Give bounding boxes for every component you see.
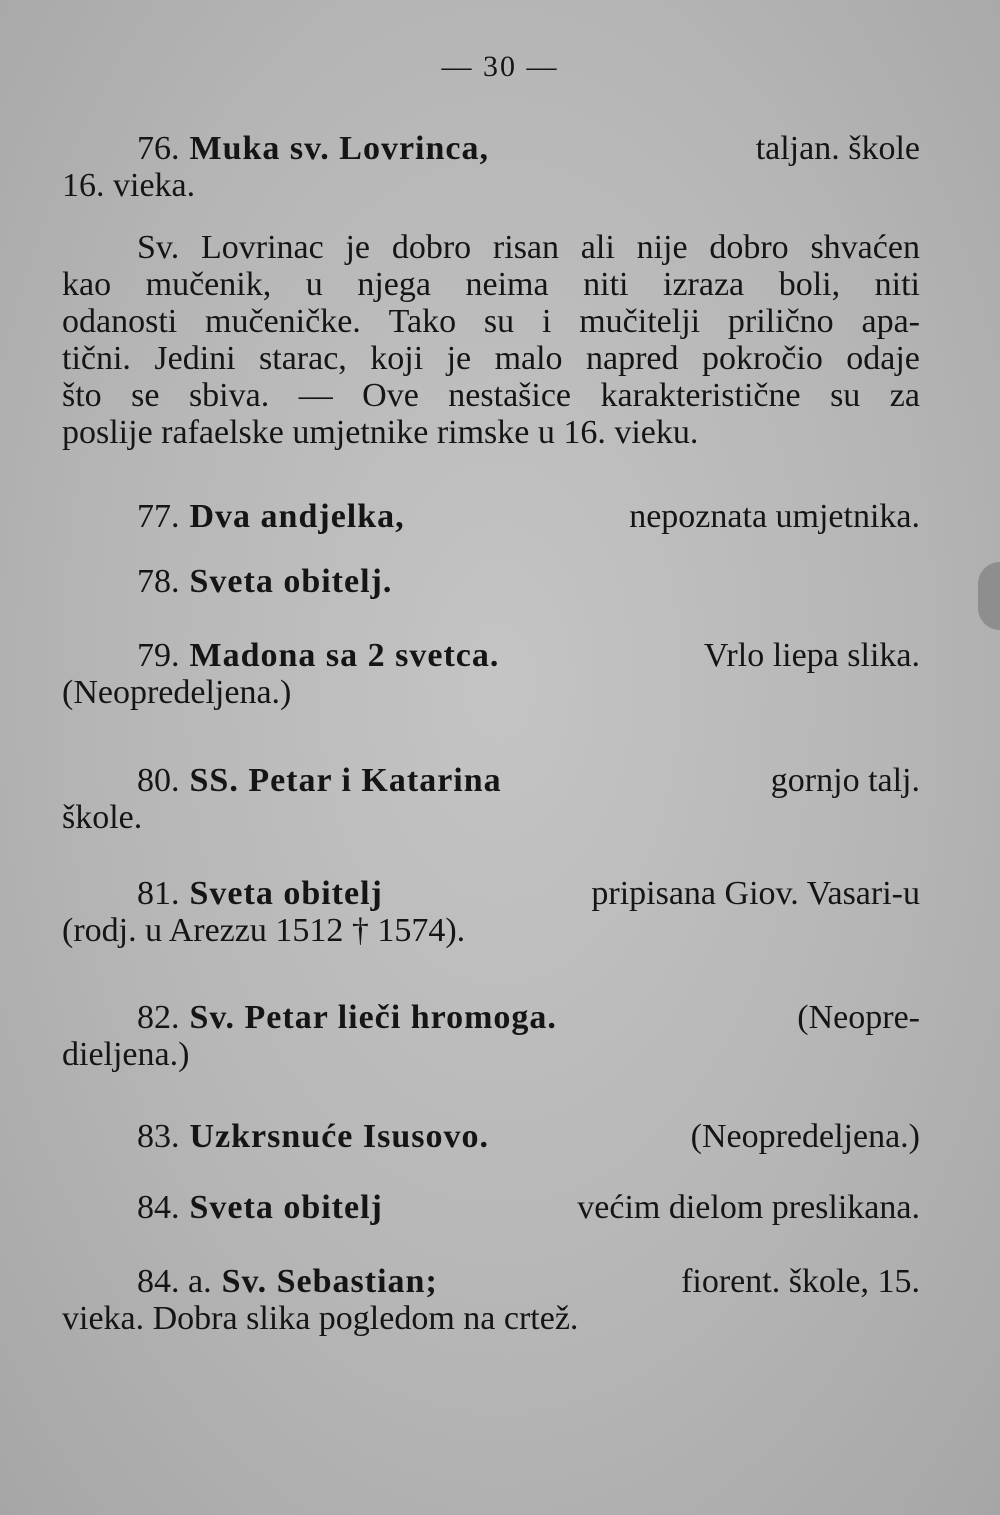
- entry-text: (Neopredeljena.): [690, 1118, 920, 1155]
- entry-text: nepoznata umjetnika.: [629, 498, 920, 535]
- entry-text: Vrlo liepa slika.: [703, 637, 920, 674]
- entry-80-heading: [62, 762, 920, 799]
- entry-text-cont: 16. vieka.: [62, 167, 196, 204]
- entry-text-cont: (Neopredeljena.): [62, 674, 292, 711]
- entry-title: SS. Petar i Katarina: [189, 762, 502, 799]
- entry-text-cont: škole.: [62, 799, 143, 836]
- entry-79: [62, 637, 920, 711]
- entry-76-heading: [62, 130, 920, 167]
- entry-text: (Neopre-: [797, 999, 920, 1036]
- entry-number: 81.: [137, 875, 180, 912]
- desc-line: kao mučenik, u njega neima niti izraza boli, niti: [62, 266, 920, 303]
- entry-text-cont: (rodj. u Arezzu 1512 † 1574).: [62, 912, 466, 949]
- entry-title: Madona sa 2 svetca.: [189, 637, 500, 674]
- desc-line: poslije rafaelske umjetnike rimske u 16. vieku.: [62, 414, 699, 451]
- entry-81-heading: [62, 875, 920, 912]
- entry-number: 82.: [137, 999, 180, 1036]
- entry-number: 77.: [137, 498, 180, 535]
- entry-84a-heading: [62, 1263, 920, 1300]
- entry-text-cont: dieljena.): [62, 1036, 190, 1073]
- entry-84a: [62, 1263, 920, 1337]
- entry-83-heading: [62, 1118, 920, 1155]
- entry-title: Muka sv. Lovrinca,: [189, 130, 489, 167]
- entry-79-heading: [62, 637, 920, 674]
- entry-83: [62, 1118, 920, 1155]
- page-edge-mark: [978, 562, 1000, 630]
- desc-line: Sv. Lovrinac je dobro risan ali nije dobro shvaćen: [137, 229, 920, 266]
- entry-number: 80.: [137, 762, 180, 799]
- entry-title: Uzkrsnuće Isusovo.: [189, 1118, 489, 1155]
- entry-84: [62, 1189, 920, 1226]
- entry-title: Sv. Petar lieči hromoga.: [189, 999, 557, 1036]
- entry-84-heading: [62, 1189, 920, 1226]
- entry-text: većim dielom preslikana.: [577, 1189, 920, 1226]
- entry-number: 76.: [137, 130, 180, 167]
- entry-76: [62, 130, 920, 204]
- desc-line: što se sbiva. — Ove nestašice karakteristične su za: [62, 377, 920, 414]
- desc-line: tični. Jedini starac, koji je malo napred pokročio odaje: [62, 340, 920, 377]
- entry-text: pripisana Giov. Vasari-u: [591, 875, 920, 912]
- entry-78: [62, 563, 920, 600]
- entry-text: fiorent. škole, 15.: [681, 1263, 920, 1300]
- entry-77-heading: [62, 498, 920, 535]
- desc-line: odanosti mučeničke. Tako su i mučitelji prilično apa-: [62, 303, 920, 340]
- entry-title: Sveta obitelj: [189, 875, 383, 912]
- entry-76-description: [62, 229, 920, 451]
- entry-title: Sveta obitelj.: [189, 563, 393, 600]
- page-number: — 30 —: [441, 50, 559, 83]
- entry-text: taljan. škole: [755, 130, 920, 167]
- entry-number: 79.: [137, 637, 180, 674]
- entry-text: gornjo talj.: [770, 762, 920, 799]
- entry-82: [62, 999, 920, 1073]
- entry-title: Sveta obitelj: [189, 1189, 383, 1226]
- entry-81: [62, 875, 920, 949]
- entry-number: 83.: [137, 1118, 180, 1155]
- entry-title: Dva andjelka,: [189, 498, 405, 535]
- entry-78-heading: [62, 563, 920, 600]
- entry-77: [62, 498, 920, 535]
- entry-text-cont: vieka. Dobra slika pogledom na crtež.: [62, 1300, 579, 1337]
- entry-number: 78.: [137, 563, 180, 600]
- entry-82-heading: [62, 999, 920, 1036]
- entry-title: Sv. Sebastian;: [221, 1263, 438, 1300]
- entry-80: [62, 762, 920, 836]
- entry-number: 84.: [137, 1189, 180, 1226]
- entry-number: 84. a.: [137, 1263, 212, 1300]
